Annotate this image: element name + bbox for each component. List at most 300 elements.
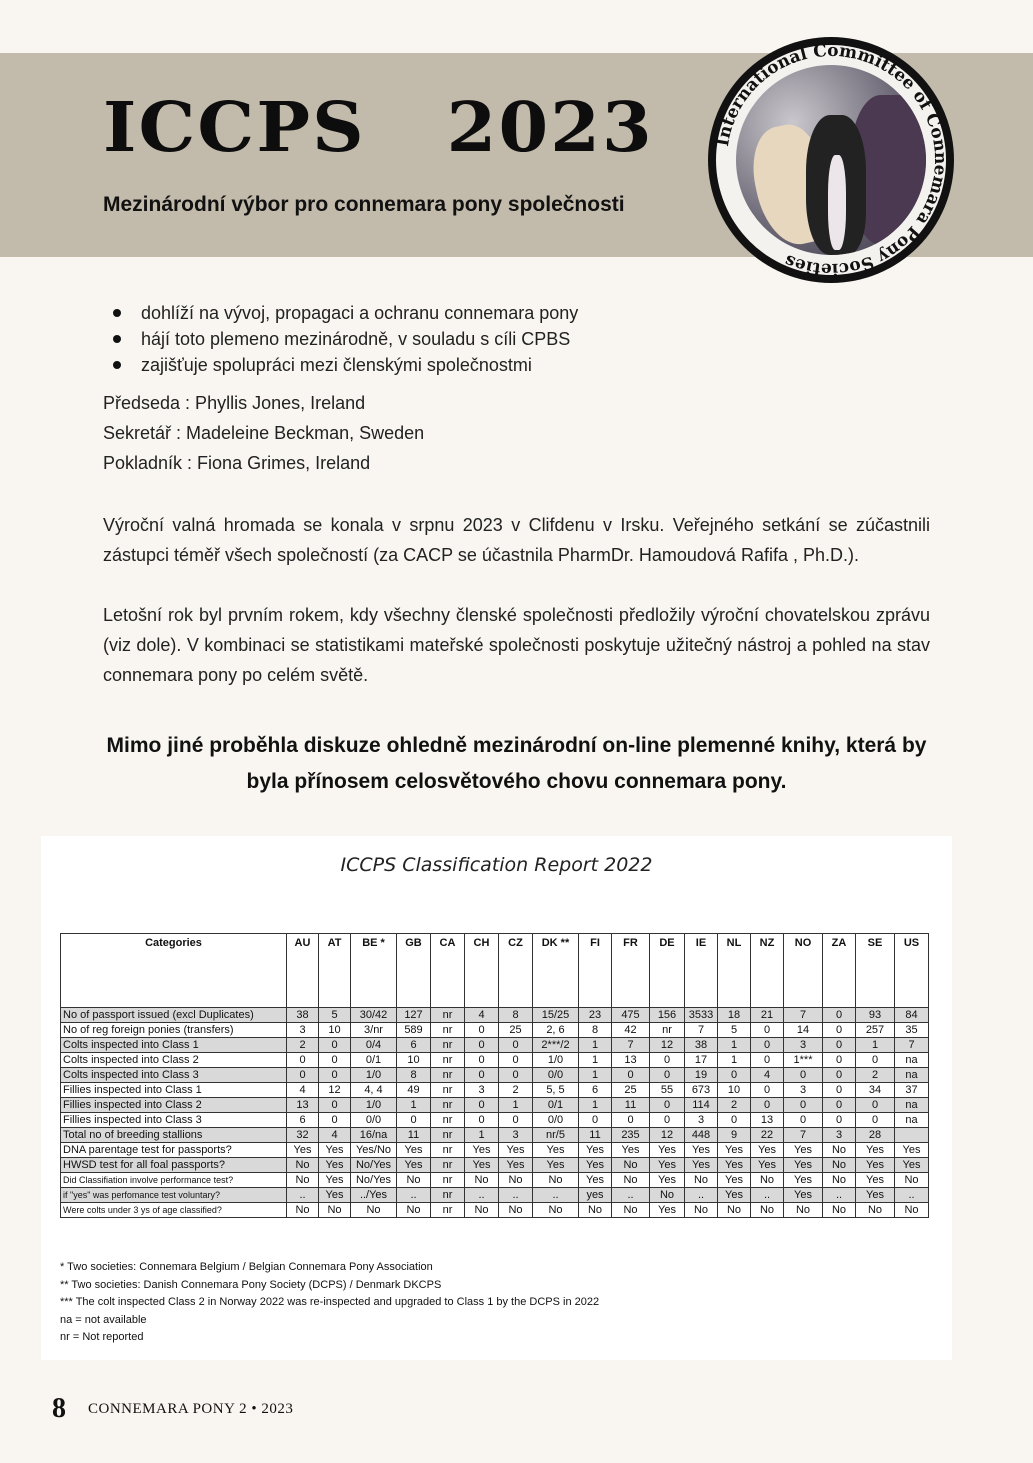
table-cell: Yes xyxy=(533,1143,579,1158)
table-cell: 0 xyxy=(823,1113,856,1128)
table-cell: 4 xyxy=(287,1083,319,1098)
table-cell: 0 xyxy=(784,1068,823,1083)
page-number: 8 xyxy=(52,1393,66,1424)
table-row xyxy=(61,1053,929,1068)
table-cell: Yes xyxy=(465,1158,499,1173)
table-row xyxy=(61,1113,929,1128)
table-row xyxy=(61,1128,929,1143)
table-cell: nr xyxy=(431,1068,465,1083)
footnote: * Two societies: Connemara Belgium / Belgian Connemara Pony Association xyxy=(60,1261,433,1273)
table-cell: 11 xyxy=(397,1128,431,1143)
table-cell: na xyxy=(895,1098,929,1113)
mission-list xyxy=(113,300,578,378)
column-header-categories: Categories xyxy=(61,934,287,1008)
table-cell: No/Yes xyxy=(351,1173,397,1188)
column-header: GB xyxy=(397,934,431,1008)
table-cell: 0 xyxy=(287,1068,319,1083)
table-cell: Yes xyxy=(533,1158,579,1173)
table-cell: 1 xyxy=(499,1098,533,1113)
table-row xyxy=(61,1023,929,1038)
list-item: dohlíží na vývoj, propagaci a ochranu connemara pony xyxy=(113,300,578,326)
table-cell: Yes xyxy=(650,1158,685,1173)
table-cell: 0 xyxy=(499,1113,533,1128)
report-title: ICCPS Classification Report 2022 xyxy=(340,854,653,876)
column-header: CZ xyxy=(499,934,533,1008)
footnote: nr = Not reported xyxy=(60,1331,144,1343)
table-cell: 17 xyxy=(685,1053,718,1068)
page-subtitle: Mezinárodní výbor pro connemara pony společnosti xyxy=(103,193,625,216)
bullet-icon xyxy=(113,309,121,317)
table-cell: 1 xyxy=(718,1053,751,1068)
table-cell: 3 xyxy=(823,1128,856,1143)
table-cell: na xyxy=(895,1068,929,1083)
table-cell: 1 xyxy=(579,1098,612,1113)
bullet-icon xyxy=(113,361,121,369)
table-cell: No xyxy=(856,1203,895,1218)
table-cell: .. xyxy=(823,1188,856,1203)
table-cell: .. xyxy=(465,1188,499,1203)
table-cell: nr xyxy=(431,1023,465,1038)
table-cell: 9 xyxy=(718,1128,751,1143)
table-cell: Yes xyxy=(784,1188,823,1203)
column-header: AU xyxy=(287,934,319,1008)
table-cell: 0 xyxy=(751,1083,784,1098)
table-cell: na xyxy=(895,1053,929,1068)
table-cell: ../Yes xyxy=(351,1188,397,1203)
table-cell: 14 xyxy=(784,1023,823,1038)
table-cell: .. xyxy=(895,1188,929,1203)
table-cell: 0 xyxy=(823,1098,856,1113)
table-cell: No xyxy=(465,1203,499,1218)
table-row xyxy=(61,1203,929,1218)
table-cell: No xyxy=(397,1173,431,1188)
table-cell: nr/5 xyxy=(533,1128,579,1143)
table-cell: Yes xyxy=(856,1143,895,1158)
column-header: SE xyxy=(856,934,895,1008)
row-category: Fillies inspected into Class 3 xyxy=(61,1113,287,1128)
table-cell: 3 xyxy=(499,1128,533,1143)
table-cell: 1 xyxy=(579,1038,612,1053)
table-cell: 2 xyxy=(856,1068,895,1083)
table-cell: Yes xyxy=(895,1143,929,1158)
table-cell: 49 xyxy=(397,1083,431,1098)
table-cell: No xyxy=(823,1143,856,1158)
table-cell: 0 xyxy=(856,1053,895,1068)
table-row xyxy=(61,1143,929,1158)
row-category: if "yes" was perfomance test voluntary? xyxy=(61,1188,287,1203)
table-cell: 127 xyxy=(397,1008,431,1023)
table-cell: Yes xyxy=(319,1143,351,1158)
table-cell: 2, 6 xyxy=(533,1023,579,1038)
list-item: zajišťuje spolupráci mezi členskými společnostmi xyxy=(113,352,578,378)
table-cell: nr xyxy=(650,1023,685,1038)
table-cell: No xyxy=(579,1203,612,1218)
table-cell: 0 xyxy=(650,1098,685,1113)
classification-report xyxy=(41,836,952,1360)
table-cell: 0 xyxy=(823,1083,856,1098)
footnote: na = not available xyxy=(60,1313,147,1326)
table-cell: 0 xyxy=(650,1068,685,1083)
table-cell: 7 xyxy=(612,1038,650,1053)
table-cell: 0/0 xyxy=(351,1113,397,1128)
column-header: FI xyxy=(579,934,612,1008)
table-cell: 0 xyxy=(612,1068,650,1083)
row-category: Colts inspected into Class 2 xyxy=(61,1053,287,1068)
table-cell: 12 xyxy=(319,1083,351,1098)
officer-chair: Předseda : Phyllis Jones, Ireland xyxy=(103,393,366,413)
paragraph-agm: Výroční valná hromada se konala v srpnu 2023 v Clifdenu v Irsku. Veřejného setkání se zúčastnili zástupci téměř všech společností (za CACP se účastnila PharmDr. Hamoudová Rafifa , Ph.D.). xyxy=(103,515,930,565)
highlight-statement: Mimo jiné proběhla diskuze ohledně mezinárodní on-line plemenné knihy, která by byla přínosem celosvětového chovu connemara pony. xyxy=(106,734,927,793)
table-cell: 0 xyxy=(499,1038,533,1053)
table-cell: Yes xyxy=(612,1143,650,1158)
table-cell: Yes xyxy=(287,1143,319,1158)
table-cell: No xyxy=(612,1158,650,1173)
table-cell: 0 xyxy=(856,1113,895,1128)
table-cell: No/Yes xyxy=(351,1158,397,1173)
column-header: BE * xyxy=(351,934,397,1008)
page-title: ICCPS 2023 xyxy=(103,88,654,168)
table-cell: 11 xyxy=(579,1128,612,1143)
table-cell: 0 xyxy=(650,1113,685,1128)
table-cell: Yes xyxy=(751,1158,784,1173)
table-cell: 1 xyxy=(856,1038,895,1053)
table-row xyxy=(61,1008,929,1023)
table-cell: 2***/2 xyxy=(533,1038,579,1053)
table-cell: No xyxy=(533,1203,579,1218)
table-cell: 30/42 xyxy=(351,1008,397,1023)
table-cell: 8 xyxy=(579,1023,612,1038)
table-cell: Yes xyxy=(499,1143,533,1158)
table-cell: 12 xyxy=(650,1038,685,1053)
table-cell: nr xyxy=(431,1158,465,1173)
table-cell: Yes xyxy=(650,1173,685,1188)
table-cell: nr xyxy=(431,1203,465,1218)
list-item: hájí toto plemeno mezinárodně, v souladu s cíli CPBS xyxy=(113,326,578,352)
table-cell: No xyxy=(287,1173,319,1188)
table-cell: 0 xyxy=(397,1113,431,1128)
row-category: HWSD test for all foal passports? xyxy=(61,1158,287,1173)
table-cell: Yes xyxy=(319,1173,351,1188)
table-cell: No xyxy=(287,1158,319,1173)
table-cell: No xyxy=(823,1173,856,1188)
table-cell: nr xyxy=(431,1053,465,1068)
table-cell: No xyxy=(823,1203,856,1218)
table-cell: na xyxy=(895,1113,929,1128)
row-category: No of reg foreign ponies (transfers) xyxy=(61,1023,287,1038)
table-cell: Yes xyxy=(465,1143,499,1158)
table-cell: 0 xyxy=(465,1113,499,1128)
table-cell: .. xyxy=(499,1188,533,1203)
row-category: Did Classifiation involve performance test? xyxy=(61,1173,287,1188)
table-cell: 93 xyxy=(856,1008,895,1023)
table-cell: 156 xyxy=(650,1008,685,1023)
table-cell: 55 xyxy=(650,1083,685,1098)
table-cell: 0 xyxy=(751,1023,784,1038)
column-header: FR xyxy=(612,934,650,1008)
table-cell: 0 xyxy=(465,1053,499,1068)
table-cell: No xyxy=(784,1203,823,1218)
table-cell: Yes xyxy=(895,1158,929,1173)
table-cell: No xyxy=(533,1173,579,1188)
table-cell: 673 xyxy=(685,1083,718,1098)
table-cell: 12 xyxy=(650,1128,685,1143)
table-cell: 0 xyxy=(718,1113,751,1128)
table-cell: 0 xyxy=(465,1038,499,1053)
table-cell: 1 xyxy=(718,1038,751,1053)
table-cell: 0/1 xyxy=(533,1098,579,1113)
table-cell: 10 xyxy=(718,1083,751,1098)
column-header: NO xyxy=(784,934,823,1008)
table-cell: Yes xyxy=(319,1158,351,1173)
table-cell: 4 xyxy=(319,1128,351,1143)
table-cell: 1/0 xyxy=(533,1053,579,1068)
table-cell: 5 xyxy=(319,1008,351,1023)
table-cell: 0/0 xyxy=(533,1113,579,1128)
column-header: CH xyxy=(465,934,499,1008)
table-cell: 4 xyxy=(751,1068,784,1083)
table-row xyxy=(61,1173,929,1188)
table-cell: 0 xyxy=(319,1098,351,1113)
column-header: CA xyxy=(431,934,465,1008)
paragraph-report: Letošní rok byl prvním rokem, kdy všechny členské společnosti předložily výroční chovatelskou zprávu (viz dole). V kombinaci se statistikami mateřské společnosti poskytuje užitečný nástroj a pohled na stav connemara pony po celém světě. xyxy=(103,605,930,685)
table-cell: 21 xyxy=(751,1008,784,1023)
table-cell: 0 xyxy=(823,1068,856,1083)
table-cell: No xyxy=(685,1173,718,1188)
table-cell: 257 xyxy=(856,1023,895,1038)
page-footer xyxy=(52,1393,293,1425)
table-cell: Yes xyxy=(650,1203,685,1218)
table-cell: 0 xyxy=(751,1038,784,1053)
table-cell: 28 xyxy=(856,1128,895,1143)
table-cell: 13 xyxy=(612,1053,650,1068)
table-cell: Yes xyxy=(499,1158,533,1173)
table-cell: No xyxy=(718,1203,751,1218)
table-cell: 2 xyxy=(499,1083,533,1098)
table-cell: 18 xyxy=(718,1008,751,1023)
table-cell: 1/0 xyxy=(351,1098,397,1113)
table-cell: Yes xyxy=(784,1143,823,1158)
table-cell: 0 xyxy=(319,1068,351,1083)
table-cell: nr xyxy=(431,1098,465,1113)
table-cell: No xyxy=(287,1203,319,1218)
table-cell: Yes xyxy=(397,1158,431,1173)
table-cell: 11 xyxy=(612,1098,650,1113)
table-cell: yes xyxy=(579,1188,612,1203)
column-header: DE xyxy=(650,934,685,1008)
table-cell: 37 xyxy=(895,1083,929,1098)
row-category: Fillies inspected into Class 1 xyxy=(61,1083,287,1098)
logo-ring-text xyxy=(708,37,954,283)
report-footnotes xyxy=(60,1259,599,1347)
table-cell: 5, 5 xyxy=(533,1083,579,1098)
table-cell: Yes xyxy=(784,1173,823,1188)
table-cell: No xyxy=(895,1173,929,1188)
table-cell: Yes xyxy=(718,1188,751,1203)
table-cell: No xyxy=(319,1203,351,1218)
classification-table xyxy=(60,933,929,1218)
table-cell: Yes xyxy=(579,1143,612,1158)
table-cell: 35 xyxy=(895,1023,929,1038)
table-cell: 235 xyxy=(612,1128,650,1143)
table-cell: nr xyxy=(431,1173,465,1188)
column-header: NL xyxy=(718,934,751,1008)
table-cell: Yes xyxy=(685,1143,718,1158)
table-cell: Yes xyxy=(856,1158,895,1173)
table-cell: 1/0 xyxy=(351,1068,397,1083)
table-cell: 10 xyxy=(397,1053,431,1068)
table-cell: 8 xyxy=(499,1008,533,1023)
table-cell: 0/4 xyxy=(351,1038,397,1053)
table-cell: 1*** xyxy=(784,1053,823,1068)
bullet-icon xyxy=(113,335,121,343)
column-header: DK ** xyxy=(533,934,579,1008)
table-cell: No xyxy=(351,1203,397,1218)
table-cell: .. xyxy=(751,1188,784,1203)
table-row xyxy=(61,1038,929,1053)
officers-list xyxy=(103,391,424,481)
table-cell: .. xyxy=(533,1188,579,1203)
table-cell: 0 xyxy=(784,1098,823,1113)
table-cell: 13 xyxy=(751,1113,784,1128)
table-cell: 84 xyxy=(895,1008,929,1023)
table-cell: .. xyxy=(612,1188,650,1203)
table-cell: 0 xyxy=(784,1113,823,1128)
magazine-name: CONNEMARA PONY 2 • 2023 xyxy=(88,1400,294,1417)
table-cell: Yes xyxy=(579,1158,612,1173)
table-cell: 42 xyxy=(612,1023,650,1038)
table-cell: 0/1 xyxy=(351,1053,397,1068)
iccps-logo-icon xyxy=(708,37,954,283)
table-cell: 0 xyxy=(465,1098,499,1113)
table-cell: 34 xyxy=(856,1083,895,1098)
table-row xyxy=(61,1098,929,1113)
table-cell: 7 xyxy=(784,1128,823,1143)
table-cell: 448 xyxy=(685,1128,718,1143)
table-row xyxy=(61,1158,929,1173)
table-cell: No xyxy=(397,1203,431,1218)
column-header: NZ xyxy=(751,934,784,1008)
table-cell: 0 xyxy=(319,1113,351,1128)
column-header: ZA xyxy=(823,934,856,1008)
officer-treasurer: Pokladník : Fiona Grimes, Ireland xyxy=(103,453,371,473)
table-cell: 25 xyxy=(499,1023,533,1038)
footnote: *** The colt inspected Class 2 in Norway 2022 was re-inspected and upgraded to Class 1 by the DCPS in 2022 xyxy=(60,1296,600,1308)
table-cell: 6 xyxy=(579,1083,612,1098)
table-cell: 0 xyxy=(751,1098,784,1113)
table-cell: 4, 4 xyxy=(351,1083,397,1098)
table-cell: 5 xyxy=(718,1023,751,1038)
table-cell: 38 xyxy=(287,1008,319,1023)
row-category: Total no of breeding stallions xyxy=(61,1128,287,1143)
table-cell: 0 xyxy=(499,1053,533,1068)
column-header: IE xyxy=(685,934,718,1008)
row-category: Colts inspected into Class 3 xyxy=(61,1068,287,1083)
table-cell: 13 xyxy=(287,1098,319,1113)
table-cell: 0 xyxy=(718,1068,751,1083)
table-cell: 0 xyxy=(465,1068,499,1083)
table-cell: No xyxy=(499,1173,533,1188)
table-cell: 3533 xyxy=(685,1008,718,1023)
table-cell: 3 xyxy=(287,1023,319,1038)
table-cell: nr xyxy=(431,1113,465,1128)
table-cell: 19 xyxy=(685,1068,718,1083)
table-cell: Yes xyxy=(718,1158,751,1173)
table-cell: nr xyxy=(431,1083,465,1098)
table-cell: 0 xyxy=(499,1068,533,1083)
table-cell: Yes xyxy=(650,1143,685,1158)
table-cell: Yes xyxy=(856,1188,895,1203)
table-cell: 3/nr xyxy=(351,1023,397,1038)
table-cell: 3 xyxy=(685,1113,718,1128)
table-cell: 22 xyxy=(751,1128,784,1143)
table-cell: .. xyxy=(397,1188,431,1203)
table-cell: 0 xyxy=(612,1113,650,1128)
table-row xyxy=(61,1188,929,1203)
table-cell: 0 xyxy=(319,1038,351,1053)
table-cell: Yes/No xyxy=(351,1143,397,1158)
table-cell: No xyxy=(612,1173,650,1188)
table-cell: 0 xyxy=(579,1113,612,1128)
table-cell: Yes xyxy=(718,1143,751,1158)
table-cell: 0 xyxy=(650,1053,685,1068)
table-row xyxy=(61,1068,929,1083)
table-cell: 3 xyxy=(784,1083,823,1098)
table-cell: nr xyxy=(431,1188,465,1203)
table-cell: 7 xyxy=(895,1038,929,1053)
table-cell: 6 xyxy=(287,1113,319,1128)
table-cell: No xyxy=(751,1203,784,1218)
table-cell: 8 xyxy=(397,1068,431,1083)
table-cell: 1 xyxy=(579,1068,612,1083)
table-cell: nr xyxy=(431,1008,465,1023)
table-cell: 0 xyxy=(823,1053,856,1068)
column-header: US xyxy=(895,934,929,1008)
table-cell: 15/25 xyxy=(533,1008,579,1023)
table-cell: 6 xyxy=(397,1038,431,1053)
table-cell: .. xyxy=(287,1188,319,1203)
table-cell: No xyxy=(823,1158,856,1173)
row-category: Fillies inspected into Class 2 xyxy=(61,1098,287,1113)
table-cell: 0 xyxy=(465,1023,499,1038)
table-cell: Yes xyxy=(685,1158,718,1173)
table-cell: No xyxy=(612,1203,650,1218)
table-cell: 0/0 xyxy=(533,1068,579,1083)
table-cell: .. xyxy=(685,1188,718,1203)
table-cell: No xyxy=(465,1173,499,1188)
table-cell: 1 xyxy=(465,1128,499,1143)
table-cell: 2 xyxy=(718,1098,751,1113)
table-cell: Yes xyxy=(784,1158,823,1173)
table-cell: 7 xyxy=(784,1008,823,1023)
table-cell: Yes xyxy=(718,1173,751,1188)
table-cell: No xyxy=(650,1188,685,1203)
table-cell: 32 xyxy=(287,1128,319,1143)
table-cell: Yes xyxy=(751,1143,784,1158)
table-cell: 0 xyxy=(823,1008,856,1023)
table-cell: 0 xyxy=(856,1098,895,1113)
table-cell: 1 xyxy=(579,1053,612,1068)
table-cell: No xyxy=(499,1203,533,1218)
table-header-row xyxy=(61,934,929,1008)
table-cell: Yes xyxy=(319,1188,351,1203)
table-cell: 38 xyxy=(685,1038,718,1053)
table-cell: Yes xyxy=(856,1173,895,1188)
table-cell: 0 xyxy=(287,1053,319,1068)
table-cell: 0 xyxy=(751,1053,784,1068)
row-category: Colts inspected into Class 1 xyxy=(61,1038,287,1053)
table-cell: 2 xyxy=(287,1038,319,1053)
table-cell: nr xyxy=(431,1128,465,1143)
